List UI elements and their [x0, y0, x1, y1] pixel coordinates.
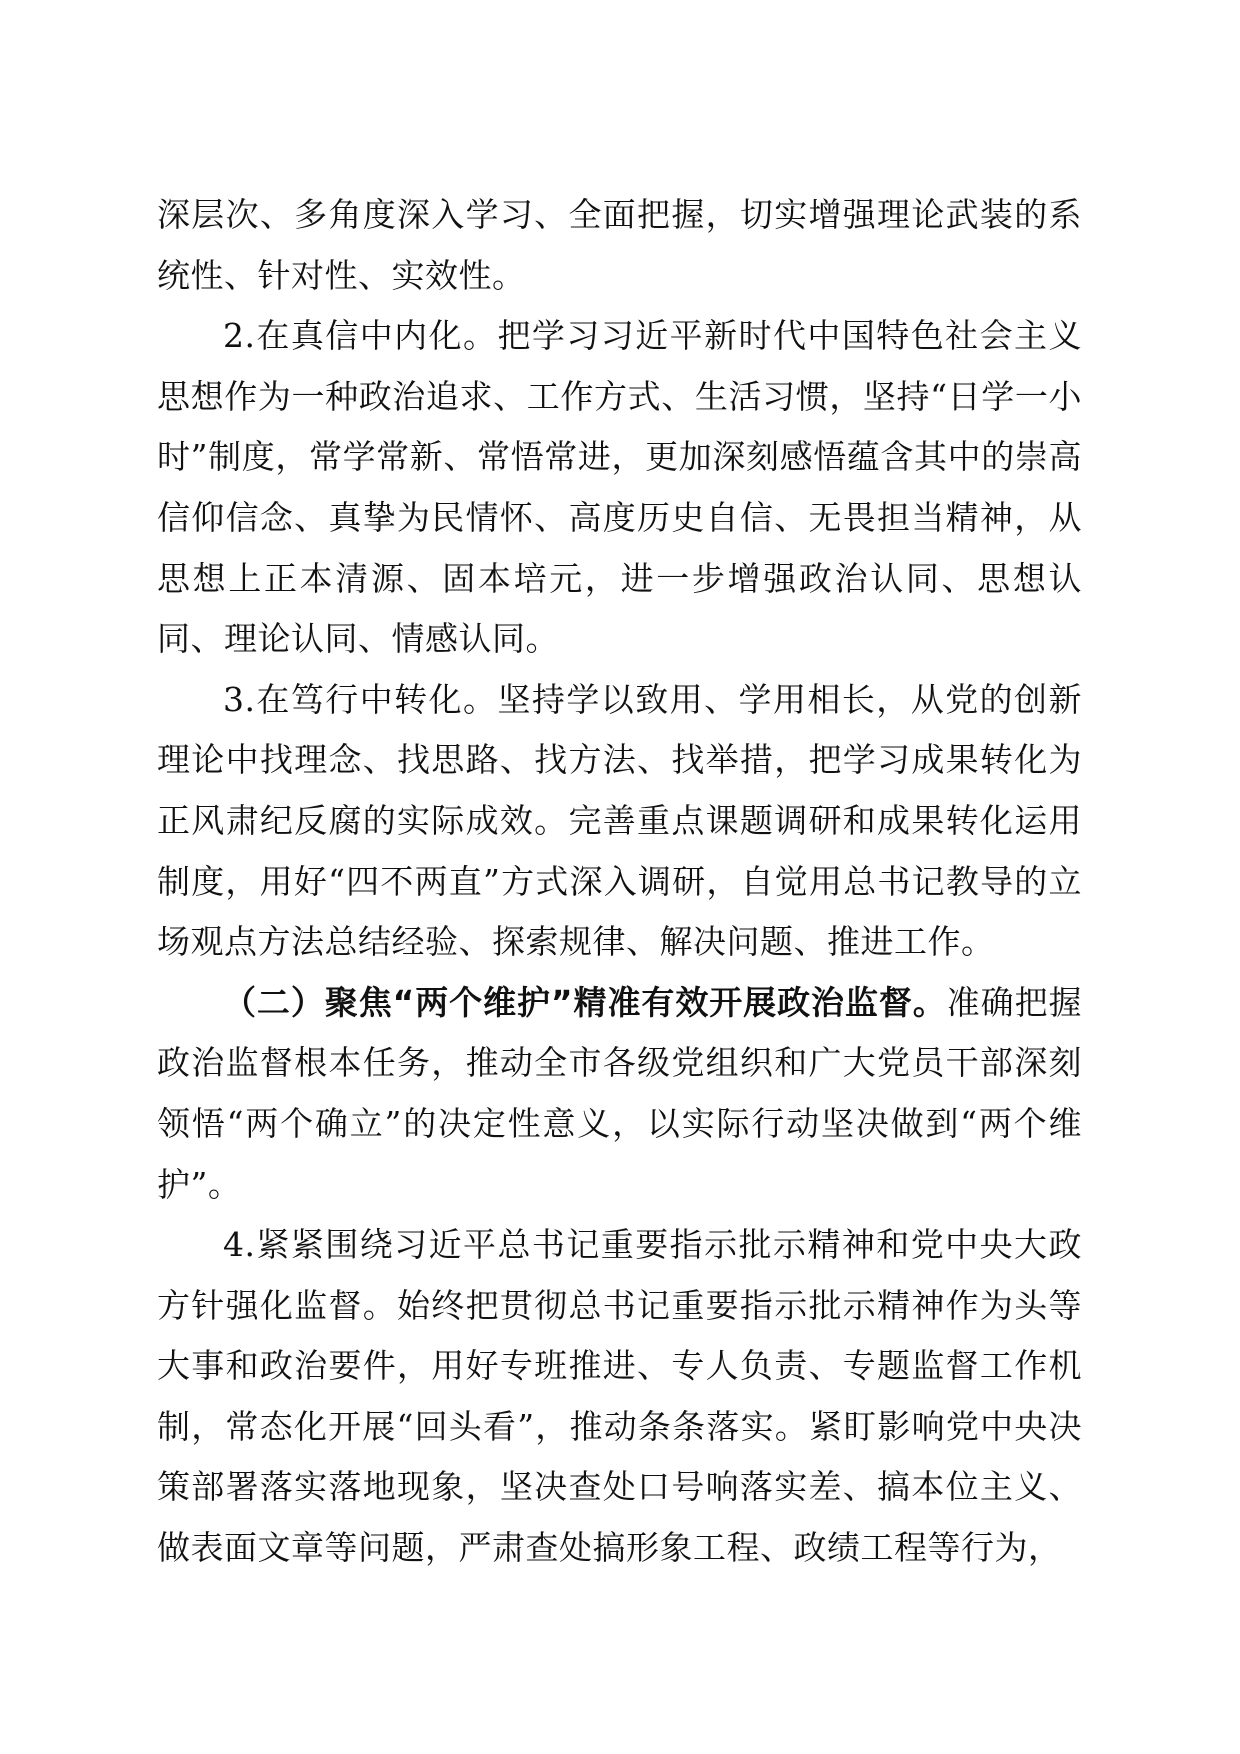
section-body: 准确把握政治监督根本任务，推动全市各级党组织和广大党员干部深刻领悟“两个确立”的决定性意义，以实际行动坚决做到“两个维护”。 — [157, 982, 1082, 1204]
paragraph-section-2 — [157, 973, 1082, 1215]
section-heading: （二）聚焦“两个维护”精准有效开展政治监督。 — [223, 982, 947, 1022]
document-body — [157, 185, 1082, 1579]
paragraph-item-2: 2.在真信中内化。把学习习近平新时代中国特色社会主义思想作为一种政治追求、工作方式、生活习惯，坚持“日学一小时”制度，常学常新、常悟常进，更加深刻感悟蕴含其中的崇高信仰信念、真挚为民情怀、高度历史自信、无畏担当精神，从思想上正本清源、固本培元，进一步增强政治认同、思想认同、理论认同、情感认同。 — [157, 316, 1082, 659]
paragraph-item-4: 4.紧紧围绕习近平总书记重要指示批示精神和党中央大政方针强化监督。始终把贯彻总书记重要指示批示精神作为头等大事和政治要件，用好专班推进、专人负责、专题监督工作机制，常态化开展“回头看”，推动条条落实。紧盯影响党中央决策部署落实落地现象，坚决查处口号响落实差、搞本位主义、做表面文章等问题，严肃查处搞形象工程、政绩工程等行为， — [157, 1225, 1082, 1568]
paragraph-item-3: 3.在笃行中转化。坚持学以致用、学用相长，从党的创新理论中找理念、找思路、找方法、找举措，把学习成果转化为正风肃纪反腐的实际成效。完善重点课题调研和成果转化运用制度，用好“四不两直”方式深入调研，自觉用总书记教导的立场观点方法总结经验、探索规律、解决问题、推进工作。 — [157, 679, 1082, 962]
paragraph-continuation: 深层次、多角度深入学习、全面把握，切实增强理论武装的系统性、针对性、实效性。 — [157, 195, 1082, 295]
